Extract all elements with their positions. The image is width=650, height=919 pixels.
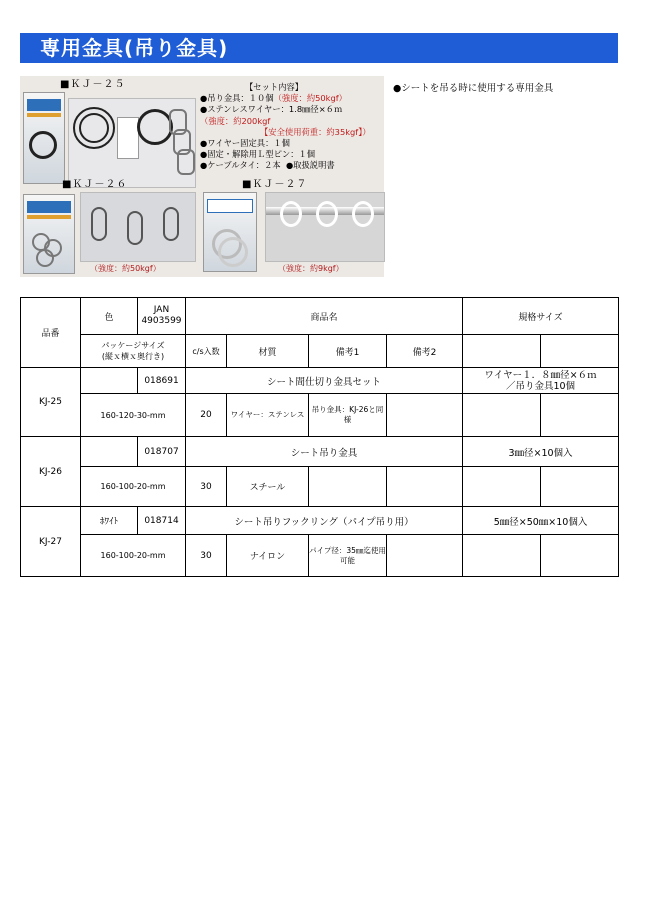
set-hanger-text: ●吊り金具：１０個 [200,93,274,104]
row-spec-size [463,368,619,394]
header-note2: 備考2 [387,335,463,368]
header-hinban: 品番 [21,298,81,368]
row-cs: 30 [186,467,227,507]
table-row [21,507,619,535]
kj25-package-image [23,92,65,184]
header-jan-code: 4903599 [141,316,182,326]
product-description: ●シートを吊る時に使用する専用金具 [393,83,554,94]
row-spec-line1: ワイヤー１．８㎜径×６ｍ [484,369,597,381]
row-product-name: シート間仕切り金具セット [186,368,463,394]
header-material: 材質 [227,335,309,368]
row-spec-blank-2 [541,467,619,507]
row-spec-blank-1 [463,535,541,577]
kj26-strength-caption: （強度：約50kgf） [90,264,161,273]
row-note2 [387,535,463,577]
row-cs: 30 [186,535,227,577]
header-cs: c/s入数 [186,335,227,368]
row-spec-blank-1 [463,467,541,507]
header-package-label: パッケージサイズ [101,341,165,350]
set-line-hanger [200,93,390,104]
row-jan: 018707 [138,437,186,467]
row-note2 [387,394,463,437]
set-line-wire-strength: （強度：約200kgf [200,115,271,126]
product-photo-panel [20,76,384,277]
kj26-photo-label: ■ＫＪ－２６ [62,179,128,190]
row-spec-size: 5㎜径×50㎜×10個入 [463,507,619,535]
header-spec-blank-2 [541,335,619,368]
set-line-safe-load: 【安全使用荷重：約35kgf】） [260,126,371,137]
set-line-tie [200,160,390,171]
set-line-fixture: ●ワイヤー固定具：１個 [200,138,290,149]
row-package-size: 160-100-20-mm [81,467,186,507]
row-material: ワイヤー：ステンレス [227,394,309,437]
set-line-pin: ●固定・解除用Ｌ型ピン：１個 [200,149,316,160]
table-row [21,368,619,394]
row-note2 [387,467,463,507]
kj27-strength-caption: （強度：約9kgf） [278,264,344,273]
row-spec-blank-2 [541,535,619,577]
row-spec-size: 3㎜径×10個入 [463,437,619,467]
header-product-name: 商品名 [186,298,463,335]
row-jan: 018714 [138,507,186,535]
row-jan: 018691 [138,368,186,394]
row-spec-blank-2 [541,394,619,437]
set-tie-text: ●ケーブルタイ：２本 [200,160,281,171]
row-note1: 吊り金具：KJ-26と同様 [309,394,387,437]
row-package-size: 160-120-30-mm [81,394,186,437]
header-note1: 備考1 [309,335,387,368]
set-contents [200,82,390,172]
row-hinban: KJ-27 [21,507,81,577]
set-line-wire: ●ステンレスワイヤー：1.8㎜径×６ｍ [200,104,343,115]
set-manual-text: ●取扱説明書 [285,160,335,171]
row-color [81,437,138,467]
set-hanger-strength: （強度：約50kgf） [273,93,347,104]
kj27-usage-image [265,192,385,262]
kj25-photo-label: ■ＫＪ－２５ [60,79,126,90]
header-jan-label: JAN [153,305,170,315]
row-note1: パイプ径：35㎜迄使用可能 [309,535,387,577]
page-title: 専用金具(吊り金具) [40,36,229,60]
header-color: 色 [81,298,138,335]
row-product-name: シート吊りフックリング（パイプ吊り用） [186,507,463,535]
kj25-contents-image [68,98,196,188]
row-note1 [309,467,387,507]
spec-table [20,297,619,577]
header-spec-size: 規格サイズ [463,298,619,335]
header-spec-blank-1 [463,335,541,368]
row-color: ﾎﾜｲﾄ [81,507,138,535]
header-jan [138,298,186,335]
row-spec-blank-1 [463,394,541,437]
kj26-package-image [23,194,75,274]
header-package-size [81,335,186,368]
row-package-size: 160-100-20-mm [81,535,186,577]
row-product-name: シート吊り金具 [186,437,463,467]
row-hinban: KJ-25 [21,368,81,437]
row-color [81,368,138,394]
row-material: スチール [227,467,309,507]
header-package-sub: (縦ｘ横ｘ奥行き) [101,352,165,361]
kj26-usage-image [80,192,196,262]
row-hinban: KJ-26 [21,437,81,507]
row-cs: 20 [186,394,227,437]
row-spec-line2: ／吊り金具10個 [505,380,576,392]
kj27-photo-label: ■ＫＪ－２７ [242,179,308,190]
row-material: ナイロン [227,535,309,577]
title-bar [20,33,618,63]
table-row [21,437,619,467]
kj27-package-image [203,192,257,272]
set-heading: 【セット内容】 [245,82,304,92]
